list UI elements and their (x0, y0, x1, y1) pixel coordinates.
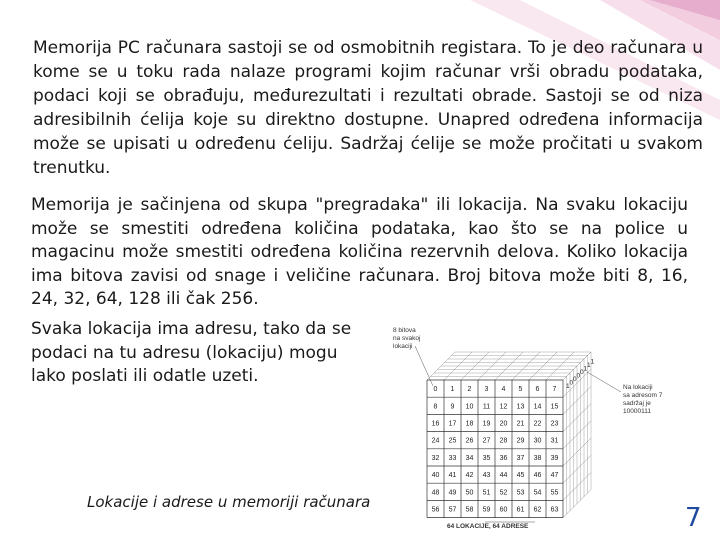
memory-cell-address: 52 (499, 489, 508, 497)
memory-cell-address: 25 (448, 437, 457, 445)
memory-cell-address: 63 (550, 506, 559, 514)
memory-cell-address: 13 (516, 403, 525, 411)
memory-cell-address: 0 (433, 386, 438, 394)
memory-cell-address: 48 (431, 489, 440, 497)
page-number: 7 (685, 503, 702, 533)
memory-cell-address: 50 (465, 489, 474, 497)
memory-cell-address: 53 (516, 489, 525, 497)
bit-value: 1 (590, 358, 595, 366)
memory-cell-address: 33 (448, 454, 457, 462)
memory-cell-address: 31 (550, 437, 559, 445)
label-right-line-2: sadržaj je (623, 400, 651, 407)
memory-cell-address: 34 (465, 454, 474, 462)
memory-cell-address: 41 (448, 472, 457, 480)
label-right-line-0: Na lokaciji (623, 384, 653, 391)
memory-cell-address: 42 (465, 472, 474, 480)
memory-cell-address: 35 (482, 454, 491, 462)
bit-value: 0 (576, 372, 581, 380)
memory-cell-address: 59 (482, 506, 491, 514)
memory-cell-address: 23 (550, 420, 559, 428)
memory-cell-address: 30 (533, 437, 542, 445)
memory-cell-address: 10 (465, 403, 474, 411)
memory-cell-address: 32 (431, 454, 440, 462)
memory-cell-address: 44 (499, 472, 508, 480)
figure-caption: Lokacije i adrese u memoriji računara (87, 493, 371, 511)
label-right-line-1: sa adresom 7 (623, 392, 663, 399)
label-bottom: 64 LOKACIJE, 64 ADRESE (447, 523, 529, 530)
paragraph-3: Svaka lokacija ima adresu, tako da se podaci na tu adresu (lokaciju) mogu lako poslati ili odatle uzeti. (31, 319, 352, 386)
memory-cell-address: 28 (499, 437, 508, 445)
memory-cell-address: 16 (431, 420, 440, 428)
memory-cell-address: 49 (448, 489, 457, 497)
memory-cell-address: 39 (550, 454, 559, 462)
memory-cell-address: 47 (550, 472, 559, 480)
label-top-line-1: na svakoj (393, 335, 421, 342)
memory-cell-address: 27 (482, 437, 491, 445)
memory-cell-address: 56 (431, 506, 440, 514)
memory-cell-address: 29 (516, 437, 525, 445)
bit-value: 1 (587, 362, 591, 369)
memory-cell-address: 4 (501, 386, 506, 394)
memory-cell-address: 62 (533, 506, 542, 514)
memory-cell-address: 14 (533, 403, 542, 411)
memory-cell-address: 60 (499, 506, 508, 514)
memory-cube-figure (385, 322, 720, 540)
memory-cell-address: 3 (484, 386, 489, 394)
memory-cell-address: 54 (533, 489, 542, 497)
label-top-line-0: 8 bitova (393, 327, 416, 334)
memory-cell-address: 22 (533, 420, 542, 428)
memory-cell-address: 36 (499, 454, 508, 462)
bit-value: 0 (580, 369, 584, 376)
memory-cell-address: 11 (482, 403, 491, 411)
memory-cell-address: 51 (482, 489, 491, 497)
memory-cell-address: 12 (499, 403, 508, 411)
memory-cell-address: 21 (516, 420, 525, 428)
memory-cell-address: 46 (533, 472, 542, 480)
label-right-line-3: 10000111 (623, 408, 651, 415)
memory-cell-address: 2 (467, 386, 472, 394)
bit-value: 1 (583, 365, 588, 373)
memory-cell-address: 38 (533, 454, 542, 462)
memory-cell-address: 17 (448, 420, 457, 428)
memory-cell-address: 26 (465, 437, 474, 445)
memory-cell-address: 61 (516, 506, 525, 514)
memory-cell-address: 43 (482, 472, 491, 480)
memory-cell-address: 19 (482, 420, 491, 428)
memory-cell-address: 5 (518, 386, 523, 394)
bit-value: 0 (573, 376, 577, 383)
memory-cell-address: 40 (431, 472, 440, 480)
memory-cell-address: 8 (433, 403, 438, 411)
memory-cell-address: 55 (550, 489, 559, 497)
bit-value: 0 (569, 379, 574, 387)
memory-cell-address: 9 (450, 403, 455, 411)
memory-cell-address: 15 (550, 403, 559, 411)
memory-cell-address: 24 (431, 437, 440, 445)
memory-cell-address: 45 (516, 472, 525, 480)
paragraph-1: Memorija PC računara sastoji se od osmobitnih registara. To je deo računara u kome se u toku rada nalaze programi kojim računar vrši obradu podataka, podaci koji se obrađuju, međurezultati i rezultati obrade. Sastoji se od niza adresibilnih ćelija koje su direktno dostupne. Unapred određena informacija može se upisati u određenu ćeliju. Sadržaj ćelije se može pročitati u svakom trenutku. (33, 38, 703, 178)
memory-cell-address: 37 (516, 454, 525, 462)
memory-cell-address: 58 (465, 506, 474, 514)
memory-cell-address: 20 (499, 420, 508, 428)
memory-cell-address: 18 (465, 420, 474, 428)
label-top-line-2: lokaciji (393, 343, 413, 350)
paragraph-2: Memorija je sačinjena od skupa "pregradaka" ili lokacija. Na svaku lokaciju može se smestiti određena količina podataka, kao što se na police u magacinu može smestiti određena količina rezervnih delova. Koliko lokacija ima bitova zavisi od snage i veličine računara. Broj bitova može biti 8, 16, 24, 32, 64, 128 ili čak 256. (31, 195, 688, 309)
memory-cell-address: 57 (448, 506, 457, 514)
memory-cell-address: 1 (450, 386, 455, 394)
memory-cell-address: 7 (552, 386, 557, 394)
memory-cell-address: 6 (535, 386, 540, 394)
bit-value: 1 (566, 383, 570, 390)
